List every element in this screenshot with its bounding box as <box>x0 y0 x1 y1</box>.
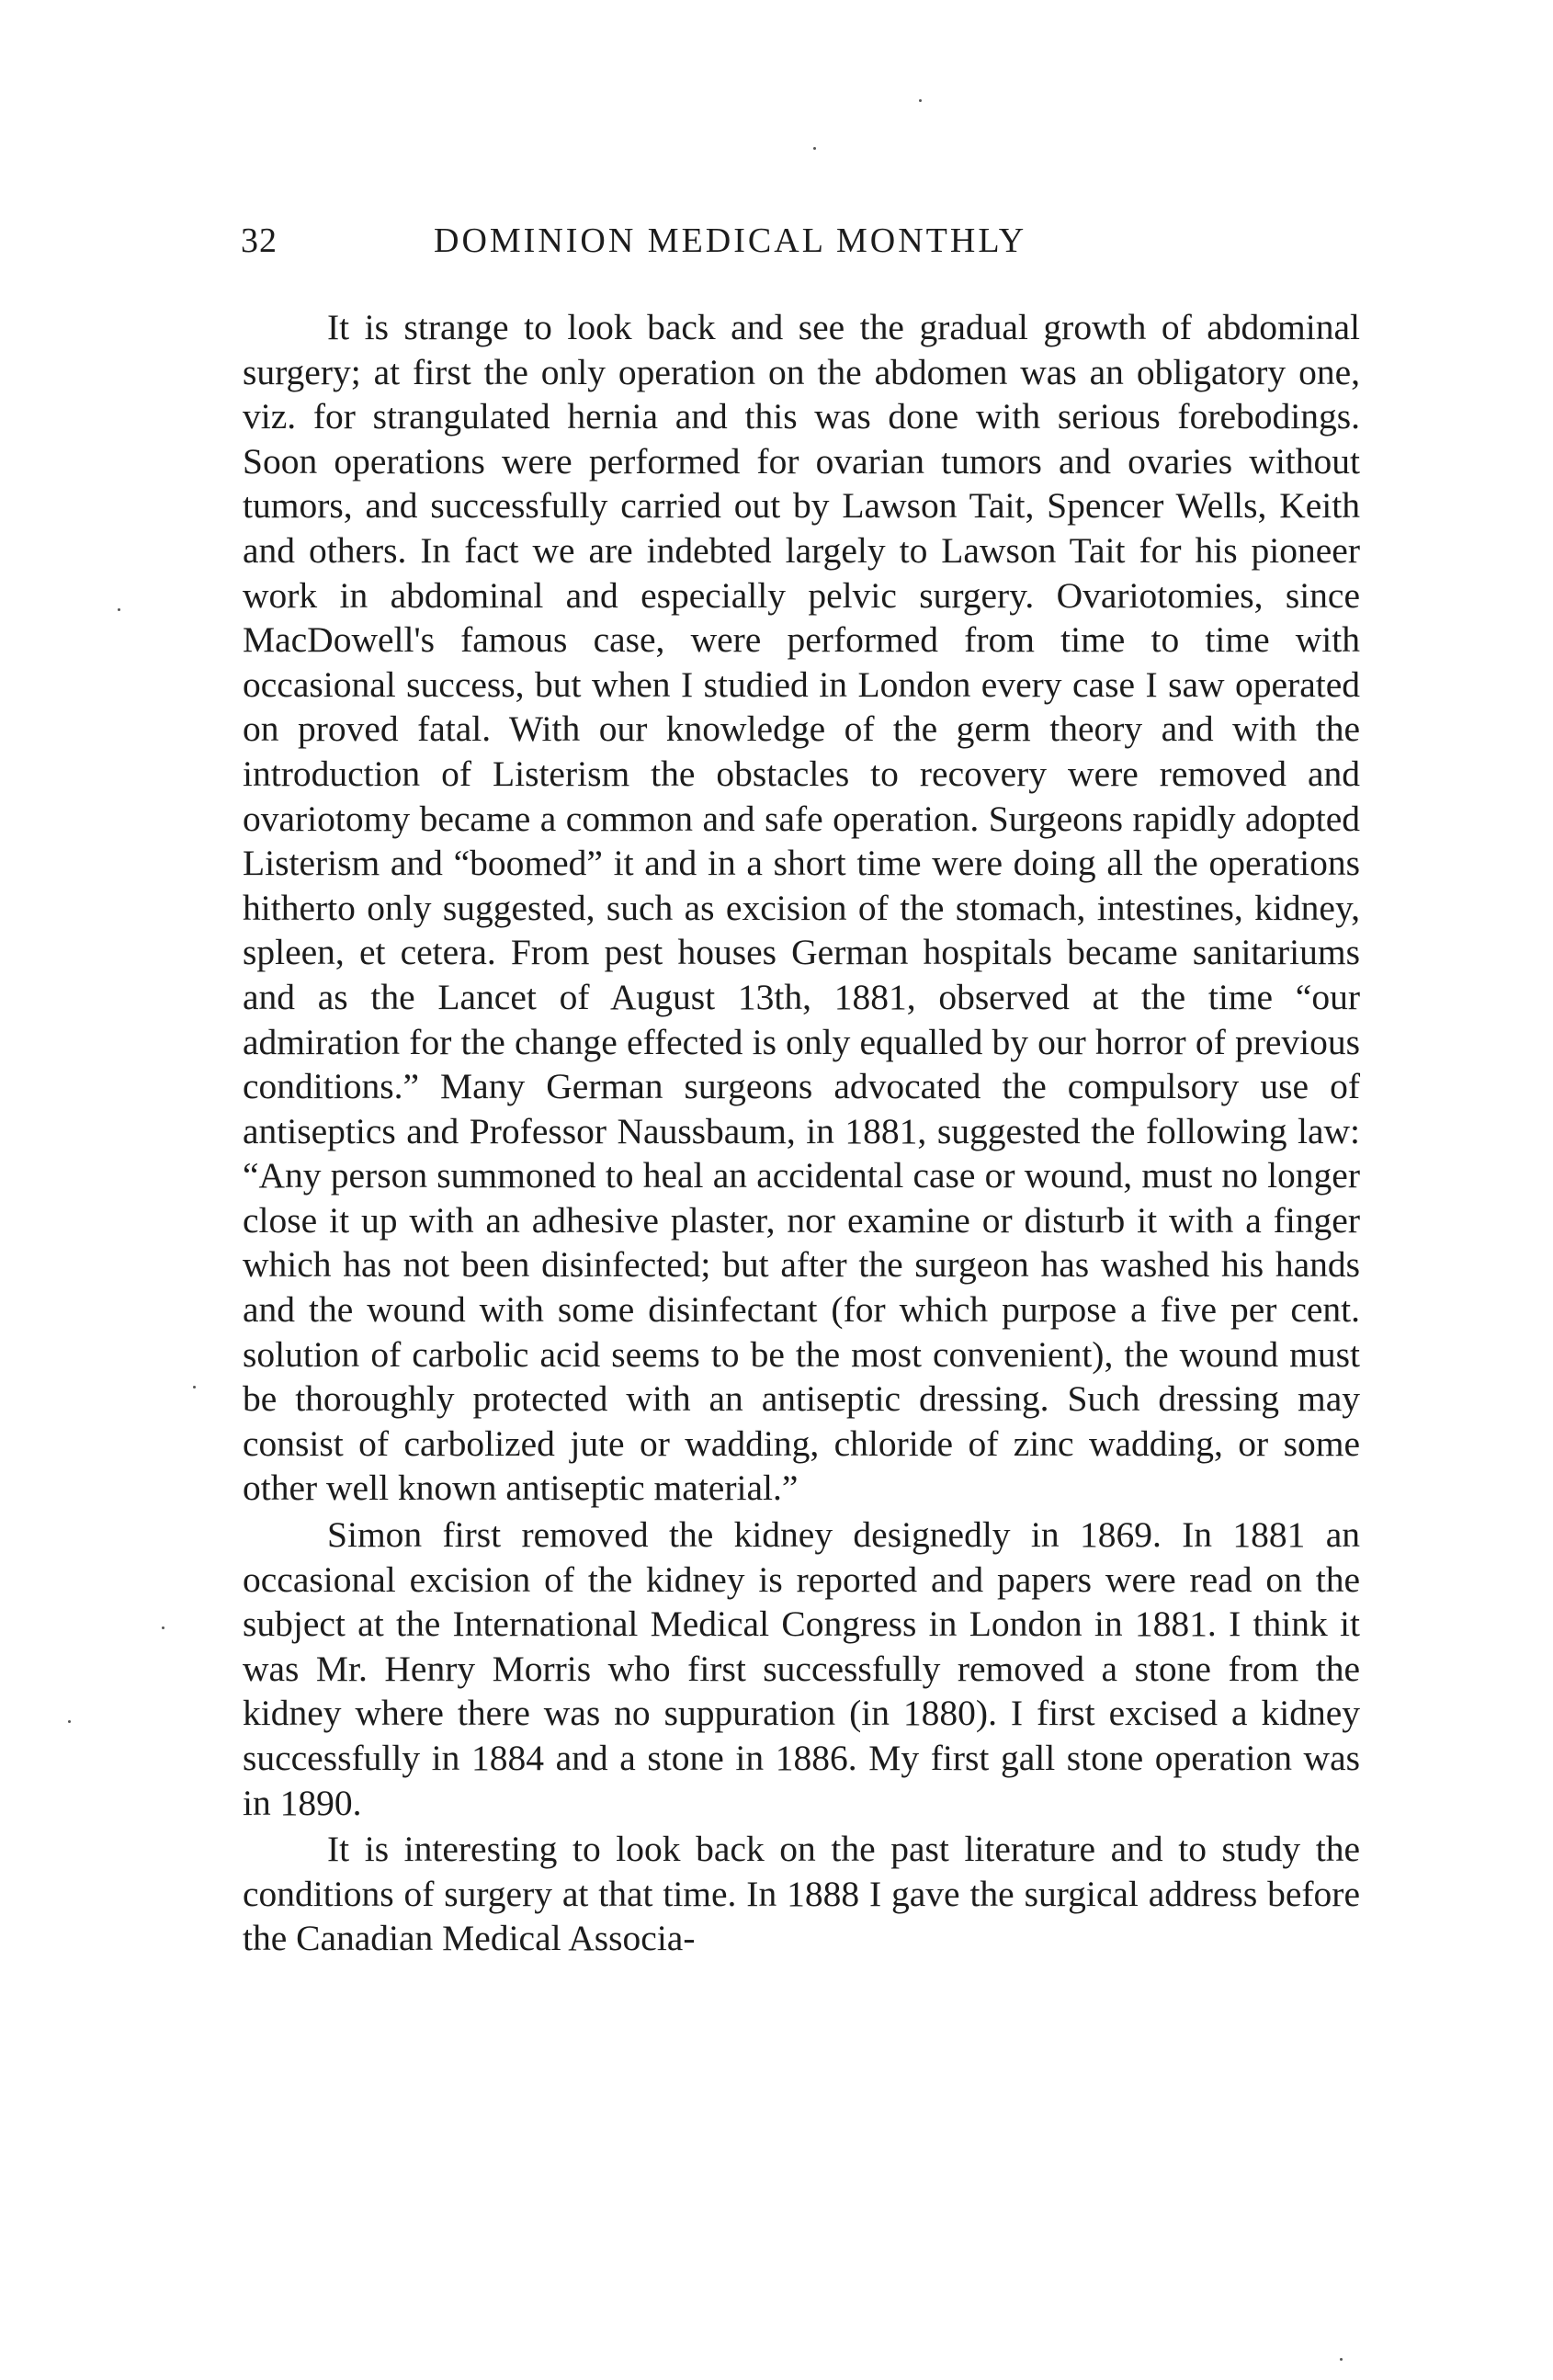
paragraph-kidney-excision: Simon first removed the kidney designedly in 1869. In 1881 an occasional excision of the kidney is reported and papers were read on the subject at the International Medical Congress in London in 1881. I think it was Mr. Henry Morris who first successfully removed a stone from the kidney where there was no suppuration (in 1880). I first excised a kidney successfully in 1884 and a stone in 1886. My first gall stone operation was in 1890. <box>243 1514 1360 1823</box>
scan-speck <box>162 1626 164 1629</box>
scan-speck <box>813 147 816 150</box>
scan-speck <box>1340 2358 1343 2361</box>
page-header <box>241 204 1369 268</box>
scan-speck <box>118 608 120 611</box>
body-text <box>243 305 1360 1961</box>
scan-speck <box>919 99 922 102</box>
paragraph-abdominal-surgery: It is strange to look back and see the gradual growth of abdominal surgery; at first the only operation on the abdomen was an obligatory one, viz. for strangulated hernia and this was done with serious forebodings. Soon operations were performed for ovarian tumors and ovaries without tumors, and successfully carried out by Lawson Tait, Spencer Wells, Keith and others. In fact we are indebted largely to Lawson Tait for his pioneer work in abdominal and especially pelvic surgery. Ovariotomies, since MacDowell's famous case, were performed from time to time with occasional success, but when I studied in London every case I saw operated on proved fatal. With our knowledge of the germ theory and with the introduction of Listerism the obstacles to recovery were removed and ovariotomy became a common and safe operation. Surgeons rapidly adopted Listerism and “boomed” it and in a short time were doing all the operations hitherto only suggested, such as excision of the stomach, intestines, kidney, spleen, et cetera. From pest houses German hospitals became sanitariums and as the Lancet of August 13th, 1881, observed at the time “our admiration for the change effected is only equalled by our horror of previous conditions.” Many German surgeons advocated the compulsory use of antiseptics and Professor Naussbaum, in 1881, suggested the following law: “Any person summoned to heal an accidental case or wound, must no longer close it up with an adhesive plaster, nor examine or disturb it with a finger which has not been disinfected; but after the surgeon has washed his hands and the wound with some disinfectant (for which purpose a five per cent. solution of carbolic acid seems to be the most convenient), the wound must be thoroughly protected with an antiseptic dressing. Such dressing may consist of carbolized jute or wadding, chloride of zinc wadding, or some other well known antiseptic material.” <box>243 307 1360 1509</box>
running-title: DOMINION MEDICAL MONTHLY <box>434 221 1027 260</box>
page-number: 32 <box>241 221 278 260</box>
scan-speck <box>193 1386 196 1388</box>
paragraph-past-literature: It is interesting to look back on the past literature and to study the conditions of surgery at that time. In 1888 I gave the surgical address before the Canadian Medical Associa- <box>243 1829 1360 1959</box>
scan-speck <box>68 1720 71 1723</box>
